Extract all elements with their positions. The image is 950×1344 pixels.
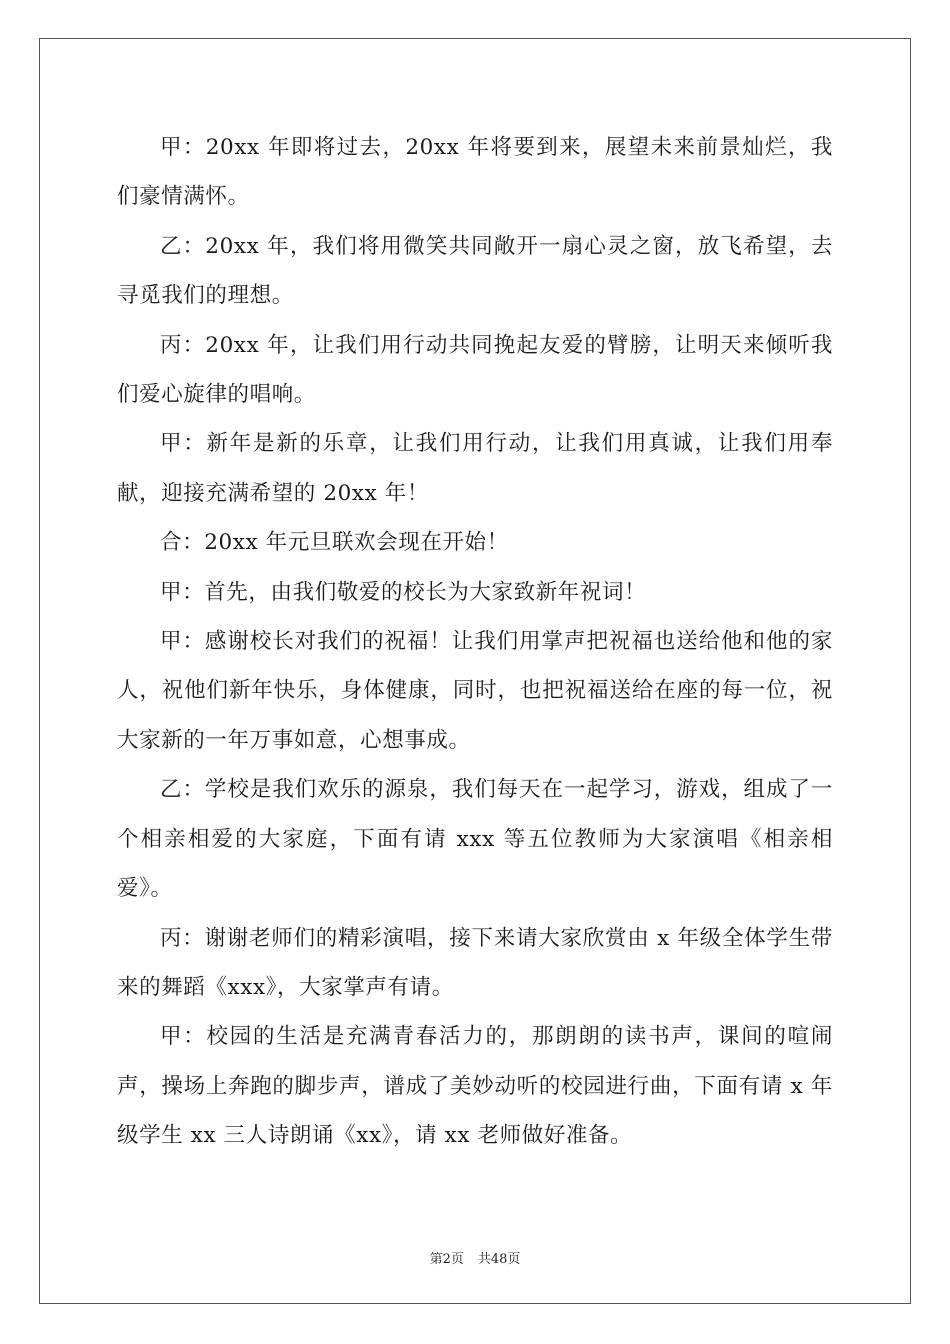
paragraph: 甲：校园的生活是充满青春活力的，那朗朗的读书声，课间的喧闹声，操场上奔跑的脚步声，谱成了美妙动听的校园进行曲，下面有请 x 年级学生 xx 三人诗朗诵《xx》，请 xx 老师做好准备。 (117, 1024, 833, 1149)
paragraph: 甲：首先，由我们敬爱的校长为大家致新年祝词！ (160, 579, 647, 605)
page-count: 共48页 (477, 1252, 521, 1267)
document-body (117, 123, 833, 1161)
paragraph: 甲：20xx 年即将过去，20xx 年将要到来，展望未来前景灿烂，我们豪情满怀。 (117, 135, 833, 210)
paragraph: 丙：谢谢老师们的精彩演唱，接下来请大家欣赏由 x 年级全体学生带来的舞蹈《xxx》，大家掌声有请。 (117, 925, 833, 1000)
paragraph: 甲：新年是新的乐章，让我们用行动，让我们用真诚，让我们用奉献，迎接充满希望的 20xx 年！ (117, 431, 833, 506)
paragraph: 丙：20xx 年，让我们用行动共同挽起友爱的臂膀，让明天来倾听我们爱心旋律的唱响。 (117, 332, 833, 408)
paragraph: 甲：感谢校长对我们的祝福！让我们用掌声把祝福也送给他和他的家人，祝他们新年快乐，身体健康，同时，也把祝福送给在座的每一位，祝大家新的一年万事如意，心想事成。 (117, 629, 833, 753)
paragraph: 合：20xx 年元旦联欢会现在开始！ (160, 530, 509, 556)
paragraph: 乙：学校是我们欢乐的源泉，我们每天在一起学习，游戏，组成了一个相亲相爱的大家庭，下面有请 xxx 等五位教师为大家演唱《相亲相爱》。 (117, 777, 833, 902)
paragraph: 乙：20xx 年，我们将用微笑共同敞开一扇心灵之窗，放飞希望，去寻觅我们的理想。 (117, 233, 833, 309)
page-number: 第2页 (429, 1252, 464, 1267)
page-footer (0, 1248, 950, 1267)
